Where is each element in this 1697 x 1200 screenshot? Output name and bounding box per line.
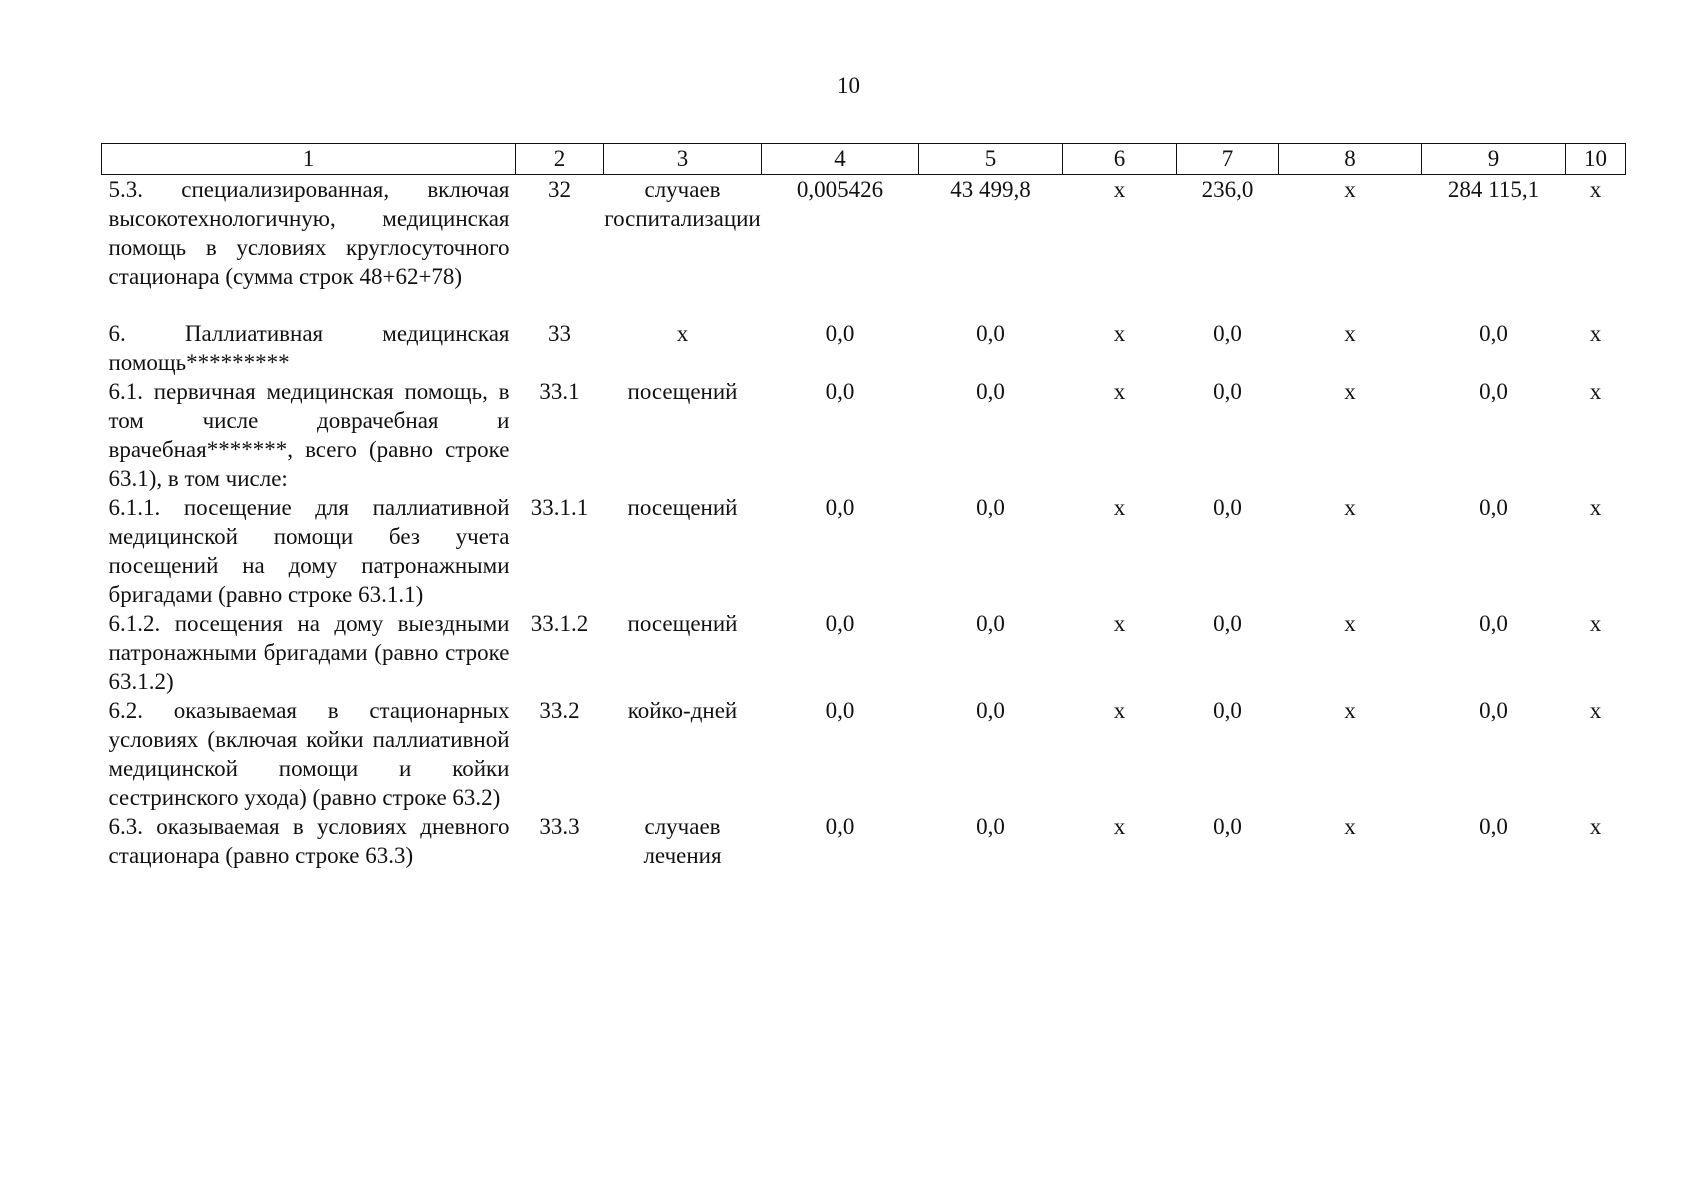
table-cell: 236,0	[1201, 177, 1254, 202]
table-cell: х	[1344, 321, 1356, 346]
table-cell: х	[1113, 177, 1126, 202]
column-header: 2	[516, 144, 604, 175]
table-cell: х	[1113, 321, 1126, 346]
spacer-row	[102, 291, 1626, 319]
table-cell: х	[1589, 611, 1602, 636]
unit-cell: посещений	[627, 379, 738, 404]
row-description: 6. Паллиативная медицинская помощь*********	[108, 321, 510, 375]
table-cell: 0,0	[976, 698, 1005, 723]
row-description: 6.1.1. посещение для паллиативной медицинской помощи без учета посещений на дому патронажными бригадами (равно строке 63.1.1)	[108, 495, 510, 607]
column-header: 10	[1566, 144, 1626, 175]
row-description: 6.3. оказываемая в условиях дневного стационара (равно строке 63.3)	[108, 814, 510, 868]
unit-cell: посещений	[627, 495, 738, 520]
table-cell: х	[1113, 814, 1126, 839]
column-header: 4	[762, 144, 919, 175]
table-cell: х	[1589, 814, 1602, 839]
table-cell: 0,0	[976, 611, 1005, 636]
unit-cell: случаев лечения	[643, 814, 722, 868]
table-cell: 0,0	[1479, 379, 1508, 404]
table-cell: х	[1589, 177, 1602, 202]
data-table	[101, 143, 1626, 870]
table-cell: 0,0	[1213, 495, 1242, 520]
table-row	[102, 696, 1626, 812]
table-cell: 0,0	[1213, 379, 1242, 404]
table-cell: х	[1113, 698, 1126, 723]
column-header: 6	[1063, 144, 1177, 175]
table-cell: х	[1344, 698, 1356, 723]
table-cell: 0,0	[1213, 814, 1242, 839]
table-cell: х	[1344, 611, 1356, 636]
table-cell: 0,0	[1213, 321, 1242, 346]
table-cell: 284 115,1	[1447, 177, 1540, 202]
row-description: 5.3. специализированная, включая высокотехнологичную, медицинская помощь в условиях круглосуточного стационара (сумма строк 48+62+78)	[108, 177, 510, 289]
row-number: 32	[548, 177, 571, 202]
table-cell: х	[1344, 814, 1356, 839]
table-cell: 0,005426	[796, 177, 884, 202]
page-number: 10	[837, 73, 860, 98]
column-header: 7	[1177, 144, 1279, 175]
table-cell: 0,0	[825, 495, 855, 520]
table-cell: х	[1113, 379, 1126, 404]
table-row	[102, 319, 1626, 377]
table-cell: х	[1113, 495, 1126, 520]
table-cell: 0,0	[1479, 814, 1508, 839]
table-cell: 0,0	[976, 379, 1005, 404]
table-cell: 0,0	[825, 379, 855, 404]
table-cell: х	[1589, 698, 1602, 723]
row-description: 6.1. первичная медицинская помощь, в том числе доврачебная и врачебная*******, всего (равно строке 63.1), в том числе:	[108, 379, 510, 491]
unit-cell: посещений	[627, 611, 738, 636]
unit-cell: х	[676, 321, 689, 346]
column-header: 5	[919, 144, 1063, 175]
spacer-cell	[102, 291, 1626, 319]
table-cell: 0,0	[825, 698, 855, 723]
table-cell: 0,0	[825, 814, 855, 839]
table-cell: 0,0	[976, 814, 1005, 839]
table-cell: х	[1589, 379, 1602, 404]
table-cell: 0,0	[1479, 698, 1508, 723]
row-number: 33.1.2	[530, 611, 589, 636]
table-row	[102, 812, 1626, 870]
header-row	[102, 144, 1626, 175]
row-number: 33.1	[539, 379, 580, 404]
row-number: 33	[548, 321, 571, 346]
column-header: 9	[1422, 144, 1566, 175]
table-cell: х	[1344, 495, 1356, 520]
table-cell: 0,0	[1213, 698, 1242, 723]
row-number: 33.1.1	[530, 495, 589, 520]
table-cell: 43 499,8	[950, 177, 1031, 202]
row-number: 33.3	[539, 814, 580, 839]
table-cell: 0,0	[1479, 611, 1508, 636]
table-cell: х	[1113, 611, 1126, 636]
table-cell: 0,0	[976, 495, 1005, 520]
table-cell: 0,0	[1479, 321, 1508, 346]
table-cell: х	[1589, 495, 1602, 520]
table-cell: 0,0	[825, 321, 855, 346]
row-number: 33.2	[539, 698, 580, 723]
table-cell: 0,0	[1213, 611, 1242, 636]
table-row	[102, 493, 1626, 609]
unit-cell: случаев госпитализации	[604, 177, 761, 231]
table-cell: х	[1344, 177, 1356, 202]
table-row	[102, 377, 1626, 493]
table-cell: 0,0	[1479, 495, 1508, 520]
row-description: 6.1.2. посещения на дому выездными патронажными бригадами (равно строке 63.1.2)	[108, 611, 510, 694]
row-description: 6.2. оказываемая в стационарных условиях (включая койки паллиативной медицинской помощи и койки сестринского ухода) (равно строке 63.2)	[108, 698, 510, 810]
column-header: 8	[1279, 144, 1422, 175]
table-cell: 0,0	[825, 611, 855, 636]
unit-cell: койко-дней	[627, 698, 738, 723]
table-cell: х	[1344, 379, 1356, 404]
table-row	[102, 175, 1626, 292]
table-cell: х	[1589, 321, 1602, 346]
column-header: 3	[604, 144, 762, 175]
column-header: 1	[102, 144, 516, 175]
table-row	[102, 609, 1626, 696]
table-cell: 0,0	[976, 321, 1005, 346]
